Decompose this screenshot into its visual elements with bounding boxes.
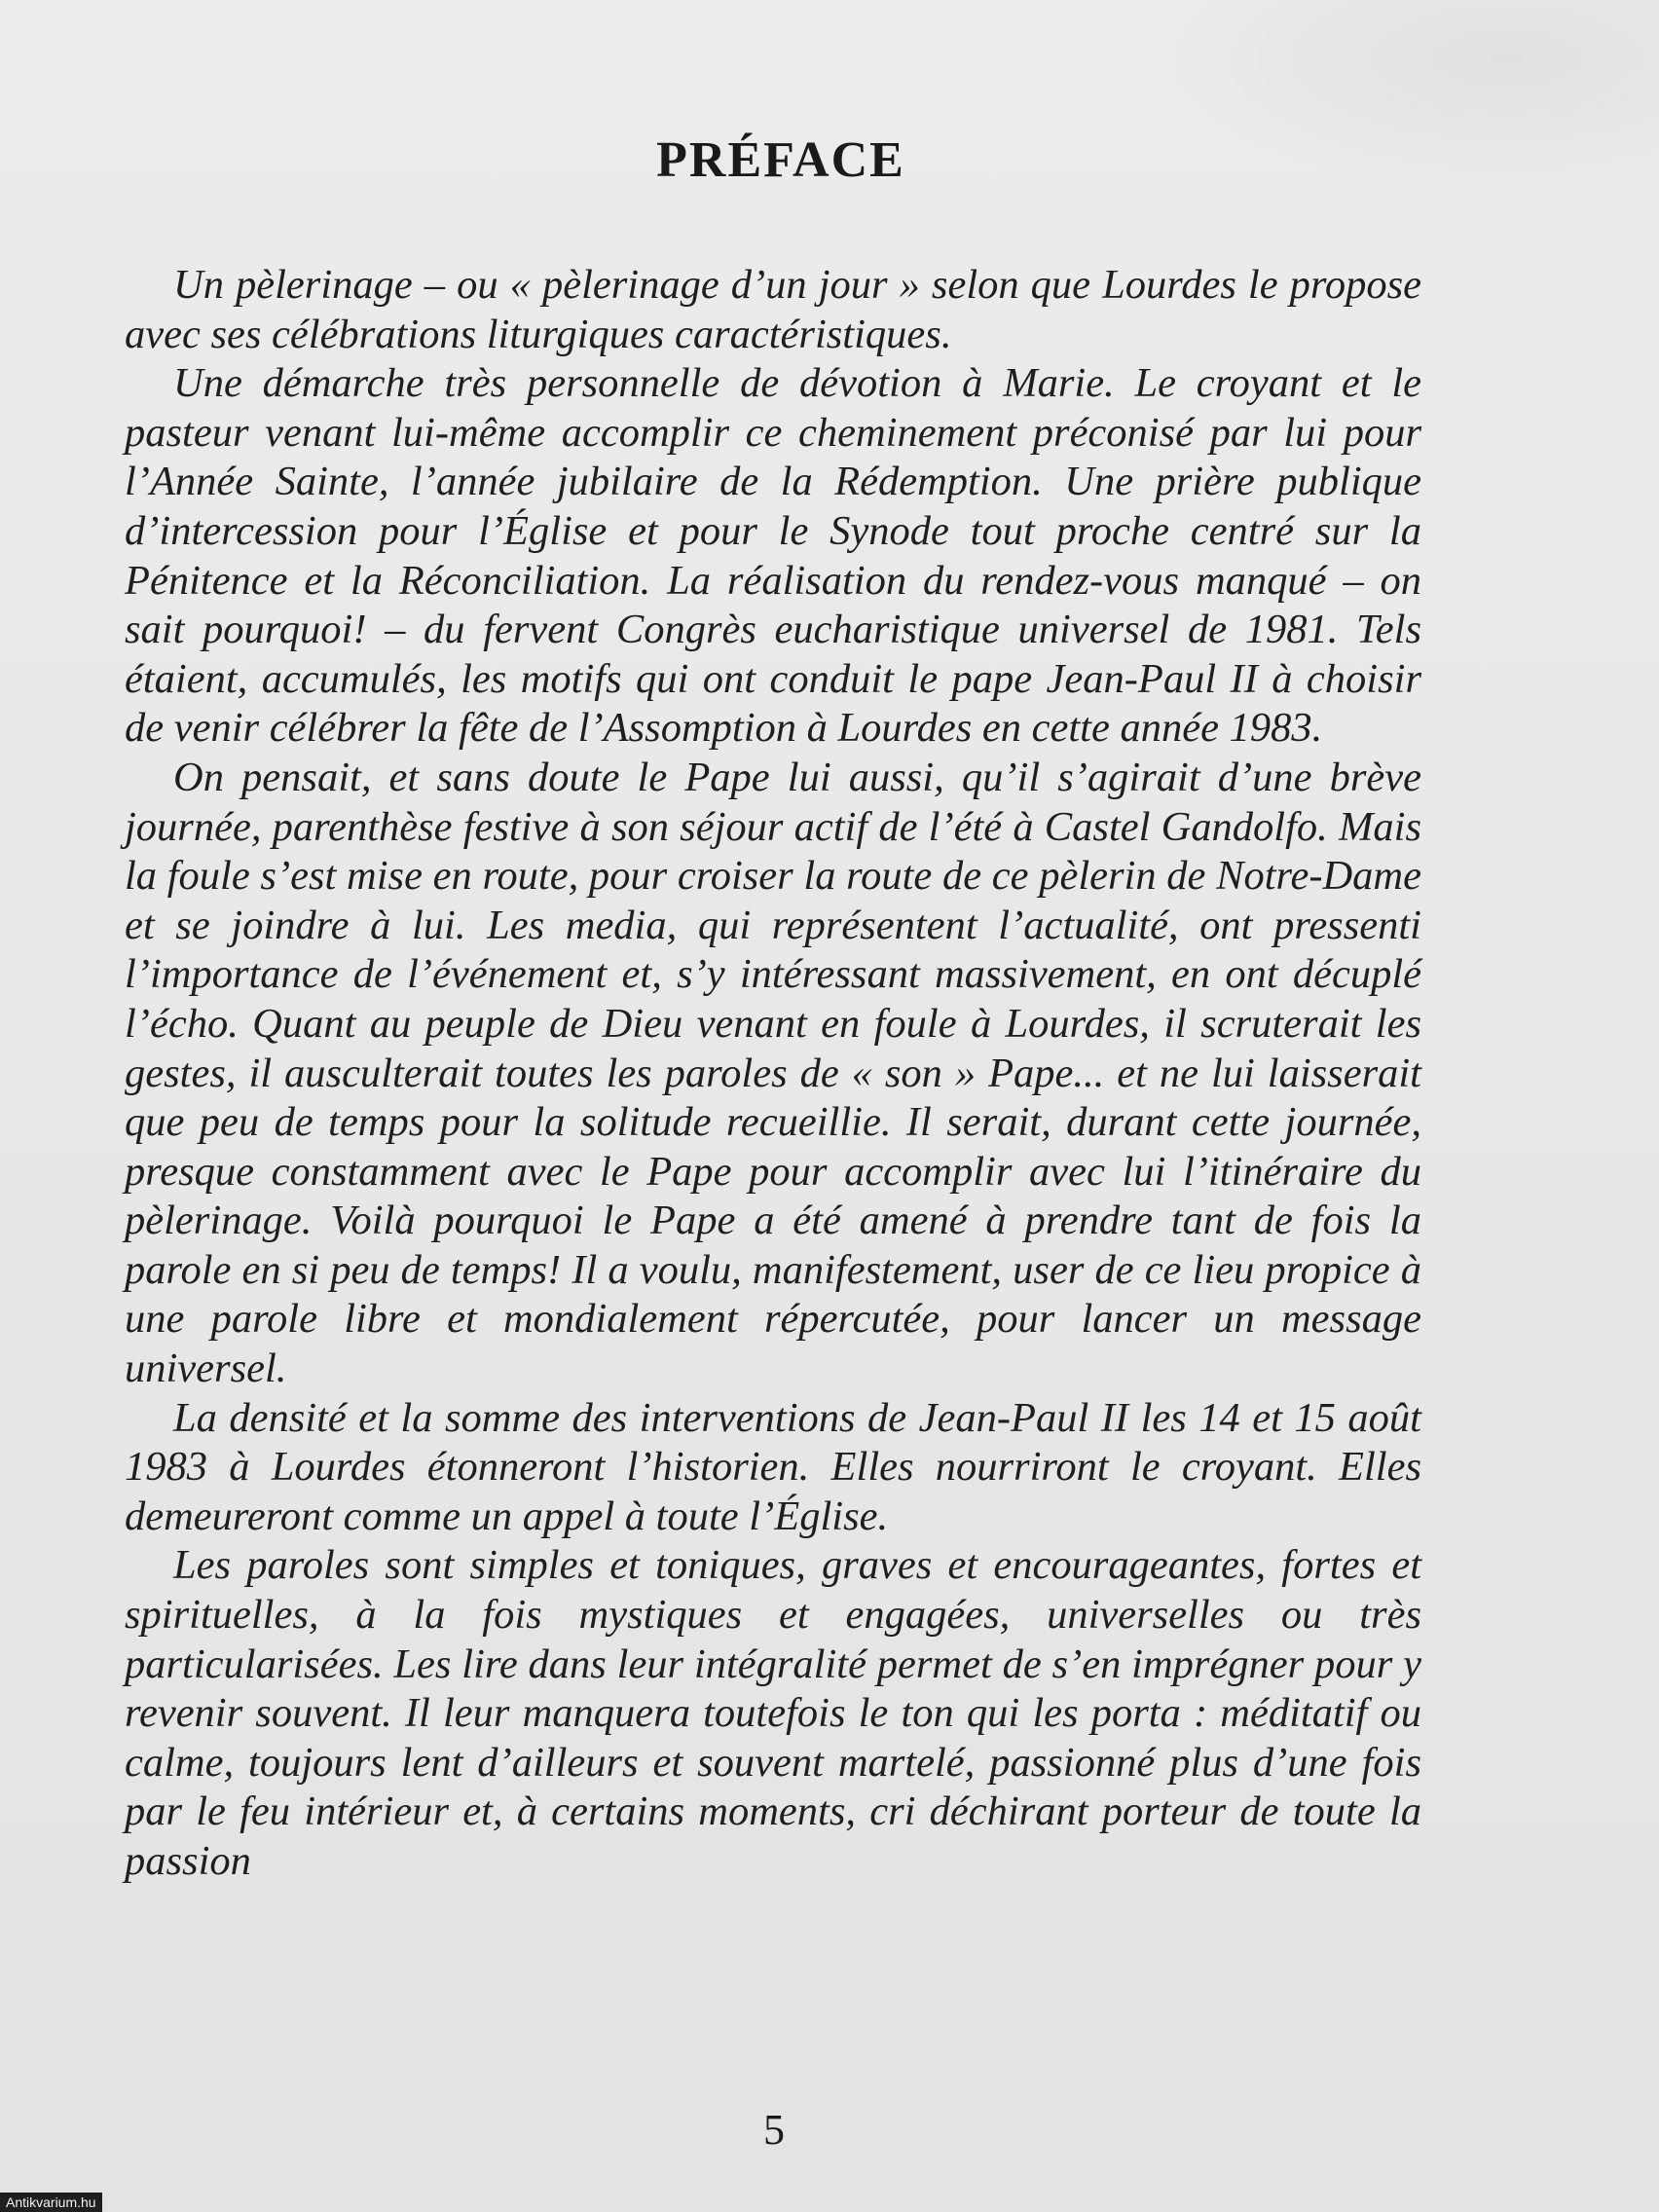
page-number: 5 bbox=[763, 2106, 785, 2154]
watermark: Antikvarium.hu bbox=[0, 2193, 102, 2212]
preface-body bbox=[125, 261, 1421, 1887]
page-title: PRÉFACE bbox=[656, 131, 905, 188]
paragraph-2: Une démarche très personnelle de dévotion à Marie. Le croyant et le pasteur venant lui-même accomplir ce cheminement préconisé par lui pour l’Année Sainte, l’année jubilaire de la Rédemption. Une prière publique d’intercession pour l’Église et pour le Synode tout proche centré sur la Pénitence et la Réconciliation. La réalisation du rendez-vous manqué – on sait pourquoi! – du fervent Congrès eucharistique universel de 1981. Tels étaient, accumulés, les motifs qui ont conduit le pape Jean-Paul II à choisir de venir célébrer la fête de l’Assomption à Lourdes en cette année 1983. bbox=[125, 360, 1421, 752]
paragraph-3: On pensait, et sans doute le Pape lui aussi, qu’il s’agirait d’une brève journée, parenthèse festive à son séjour actif de l’été à Castel Gandolfo. Mais la foule s’est mise en route, pour croiser la route de ce pèlerin de Notre-Dame et se joindre à lui. Les media, qui représentent l’actualité, ont pressenti l’importance de l’événement et, s’y intéressant massivement, en ont décuplé l’écho. Quant au peuple de Dieu venant en foule à Lourdes, il scruterait les gestes, il ausculterait toutes les paroles de « son » Pape... et ne lui laisserait que peu de temps pour la solitude recueillie. Il serait, durant cette journée, presque constamment avec le Pape pour accomplir avec lui l’itinéraire du pèlerinage. Voilà pourquoi le Pape a été amené à prendre tant de fois la parole en si peu de temps! Il a voulu, manifestement, user de ce lieu propice à une parole libre et mondialement répercutée, pour lancer un message universel. bbox=[125, 754, 1421, 1392]
paragraph-4: La densité et la somme des interventions de Jean-Paul II les 14 et 15 août 1983 à Lourdes étonneront l’historien. Elles nourriront le croyant. Elles demeureront comme un appel à toute l’Église. bbox=[125, 1394, 1421, 1539]
paragraph-1: Un pèlerinage – ou « pèlerinage d’un jour » selon que Lourdes le propose avec ses célébrations liturgiques caractéristiques. bbox=[125, 262, 1421, 357]
paragraph-5: Les paroles sont simples et toniques, graves et encourageantes, fortes et spirituelles, à la fois mystiques et engagées, universelles ou très particularisées. Les lire dans leur intégralité permet de s’en imprégner pour y revenir souvent. Il leur manquera toutefois le ton qui les porta : méditatif ou calme, toujours lent d’ailleurs et souvent martelé, passionné plus d’une fois par le feu intérieur et, à certains moments, cri déchirant porteur de toute la passion bbox=[125, 1542, 1421, 1884]
